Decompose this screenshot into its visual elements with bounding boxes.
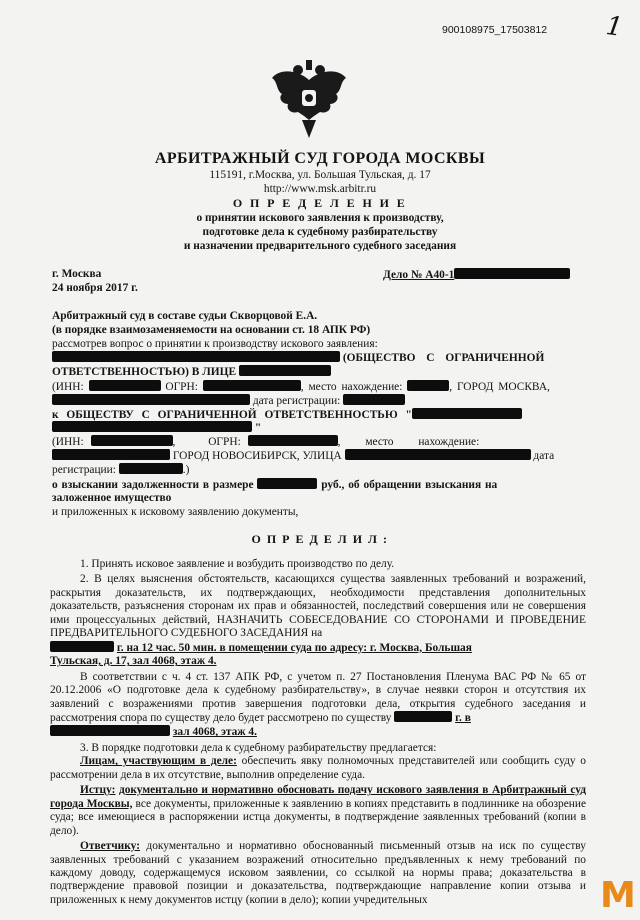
basis-text: В соответствии с ч. 4 ст. 137 АПК РФ, с учетом п. 27 Постановления Пленума ВАС РФ № 65 от 20.12.2006 «О подготовке дела к судебному разбирательству», в случае неявки сторон и отсутствия их заявлений с возражениями против завершения подготовки дела, открытия судебного заседания и рассмотрения спора по существу дело будет рассмотрено по существу <box>50 670 586 724</box>
body-section <box>50 558 586 907</box>
redaction <box>52 394 250 405</box>
redaction <box>119 463 183 474</box>
defendant-registration-label: регистрации: <box>52 464 116 476</box>
defendant-text: документально и нормативно обоснованный письменный отзыв на иск по существу заявленных требований с указанием возражений относительно предъявленных к нему требований по каждому доводу, содержащемуся исковом заявлении, со ссылкой на нормы права; доказательства в подтверждение правовой позиции и доказательства, подтверждающие направление копии отзыва и приложенных к нему документов истцу (копии в дело); копии учредительных <box>50 840 586 906</box>
plaintiff-name-line <box>52 351 588 365</box>
defendant-reg-line: регистрации: .) <box>52 464 190 476</box>
paragraph-1: 1. Принять исковое заявление и возбудить производство по делу. <box>80 558 395 570</box>
redaction <box>91 435 173 446</box>
city: г. Москва <box>52 268 102 280</box>
case-number <box>383 268 570 282</box>
defendant-ogrn-label: ОГРН: <box>208 436 241 448</box>
plaintiff-reg-line <box>52 394 405 408</box>
defendant-paragraph <box>50 840 586 907</box>
redaction <box>407 380 449 391</box>
plaintiff-ogrn-label: ОГРН: <box>165 381 198 393</box>
redaction <box>203 380 301 391</box>
considered-line: рассмотрев вопрос о принятии к производству искового заявления: <box>52 338 378 350</box>
claim-line <box>52 478 588 492</box>
plaintiff-inn-label: (ИНН: <box>52 381 84 393</box>
defendant-location-b: нахождение: <box>418 436 480 448</box>
subject-line-2: подготовке дела к судебному разбирательству <box>202 226 438 238</box>
plaintiff-text: все документы, приложенные к заявлению в копиях представить в подлиннике на обозрение суда; все имеющиеся в распоряжении истца документы, в подтверждение заявленных требований (копии в дело). <box>50 797 587 837</box>
defendant-ids-line: (ИНН: , ОГРН: , место нахождение: <box>52 435 588 464</box>
paragraph-2-time <box>50 641 586 655</box>
defendant-name-cont: " <box>52 421 261 435</box>
claim-collateral: заложенное имущество <box>52 492 172 504</box>
redaction <box>50 725 170 736</box>
paragraph-basis-room <box>50 725 586 739</box>
plaintiff-task: документально и нормативно обосновать подачу искового заявления в Арбитражный суд города Москвы, <box>50 784 586 810</box>
court-title: АРБИТРАЖНЫЙ СУД ГОРОДА МОСКВЫ <box>154 150 486 167</box>
redaction <box>50 641 114 652</box>
redaction <box>412 408 522 419</box>
redaction <box>52 351 340 362</box>
redaction <box>343 394 405 405</box>
redaction <box>345 449 531 460</box>
hearing-time: г. на 12 час. 50 мин. в помещении суда по адресу: г. Москва, Большая <box>116 641 472 654</box>
defendant-location-a: место <box>365 436 394 448</box>
defendant-inn-label: (ИНН: <box>52 436 84 448</box>
redaction <box>454 268 570 279</box>
plaintiff-city: ГОРОД МОСКВА, <box>456 381 550 393</box>
defendant-line: к ОБЩЕСТВУ С ОГРАНИЧЕННОЙ ОТВЕТСТВЕННОСТЬЮ " <box>52 408 588 422</box>
persons-label: Лицам, участвующим в деле: <box>80 755 237 768</box>
plaintiff-registration-label: дата регистрации: <box>252 395 341 407</box>
persons-paragraph <box>50 755 586 782</box>
court-address: 115191, г.Москва, ул. Большая Тульская, д. 17 <box>209 169 431 181</box>
paragraph-2: 2. В целях выяснения обстоятельств, касающихся существа заявленных требований и возражений, раскрытия доказательств, их подтверждающих, необходимости представления дополнительных доказательств, разъяснения сторонам их прав и обязанностей, последствий совершения или не совершения ими процессуальных действий, НАЗНАЧИТЬ СОБЕСЕДОВАНИЕ СО СТОРОНАМИ И ПРОВЕДЕНИЕ ПРЕДВАРИТЕЛЬНОГО СУДЕБНОГО ЗАСЕДАНИЯ на <box>50 573 586 640</box>
defendant-label: Ответчику: <box>80 840 140 853</box>
document-type: О П Р Е Д Е Л Е Н И Е <box>232 196 408 210</box>
defendant-city: ГОРОД НОВОСИБИРСК, УЛИЦА <box>172 450 342 462</box>
claim-text-a: о взыскании задолженности в размере <box>52 479 254 491</box>
paragraph-3: 3. В порядке подготовки дела к судебному разбирательству предлагается: <box>80 741 437 754</box>
court-website: http://www.msk.arbitr.ru <box>263 183 377 195</box>
subject-line-3: и назначении предварительного судебного заседания <box>183 240 457 252</box>
corner-logo <box>600 876 634 916</box>
subject-line-1: о принятии искового заявления к производству, <box>196 212 444 224</box>
redaction <box>239 365 331 376</box>
plaintiff-org-b: ОТВЕТСТВЕННОСТЬЮ) В ЛИЦЕ <box>52 366 237 378</box>
redaction <box>52 421 252 432</box>
hearing-room: Тульская, д. 17, зал 4068, этаж 4. <box>50 655 217 668</box>
plaintiff-org-line <box>52 365 331 379</box>
defendant-address-line <box>52 449 554 463</box>
date: 24 ноября 2017 г. <box>52 282 138 294</box>
decided-heading: О П Р Е Д Е Л И Л : <box>251 532 389 546</box>
page-number-handwritten: 1 <box>604 10 625 44</box>
claim-text-b: руб., об обращении взыскания на <box>321 479 498 491</box>
coat-of-arms-emblem <box>268 60 350 140</box>
redaction <box>89 380 161 391</box>
document-id: 900108975_17503812 <box>442 24 548 36</box>
redaction <box>394 711 452 722</box>
defendant-org: к ОБЩЕСТВУ С ОГРАНИЧЕННОЙ ОТВЕТСТВЕННОСТЬЮ <box>52 409 398 421</box>
corner-logo-letter: M <box>600 875 636 916</box>
plaintiff-paragraph <box>50 784 586 838</box>
redaction <box>248 435 338 446</box>
basis-end-b: зал 4068, этаж 4. <box>172 726 257 739</box>
redaction <box>257 478 317 489</box>
defendant-date-label: дата <box>533 450 555 462</box>
judge-line: Арбитражный суд в составе судьи Скворцовой Е.А. <box>52 310 318 322</box>
basis-end-a: г. в <box>455 711 471 724</box>
redaction <box>52 449 170 460</box>
paragraph-basis <box>50 671 586 726</box>
replacement-basis: (в порядке взаимозаменяемости на основании ст. 18 АПК РФ) <box>52 324 371 336</box>
plaintiff-org-a: (ОБЩЕСТВО С ОГРАНИЧЕННОЙ <box>342 352 545 364</box>
plaintiff-ids-line: (ИНН: ОГРН: , место нахождение: , ГОРОД МОСКВА, <box>52 381 550 393</box>
plaintiff-label: Истцу: <box>80 784 116 797</box>
plaintiff-location-label: место нахождение: <box>308 381 403 393</box>
persons-text: обеспечить явку полномочных представителей или сообщить суду о рассмотрении дела в их отсутствие, выполнив определение суда. <box>50 755 586 781</box>
case-label: Дело № А40-1 <box>383 269 455 281</box>
attached-docs: и приложенных к исковому заявлению документы, <box>52 506 299 518</box>
